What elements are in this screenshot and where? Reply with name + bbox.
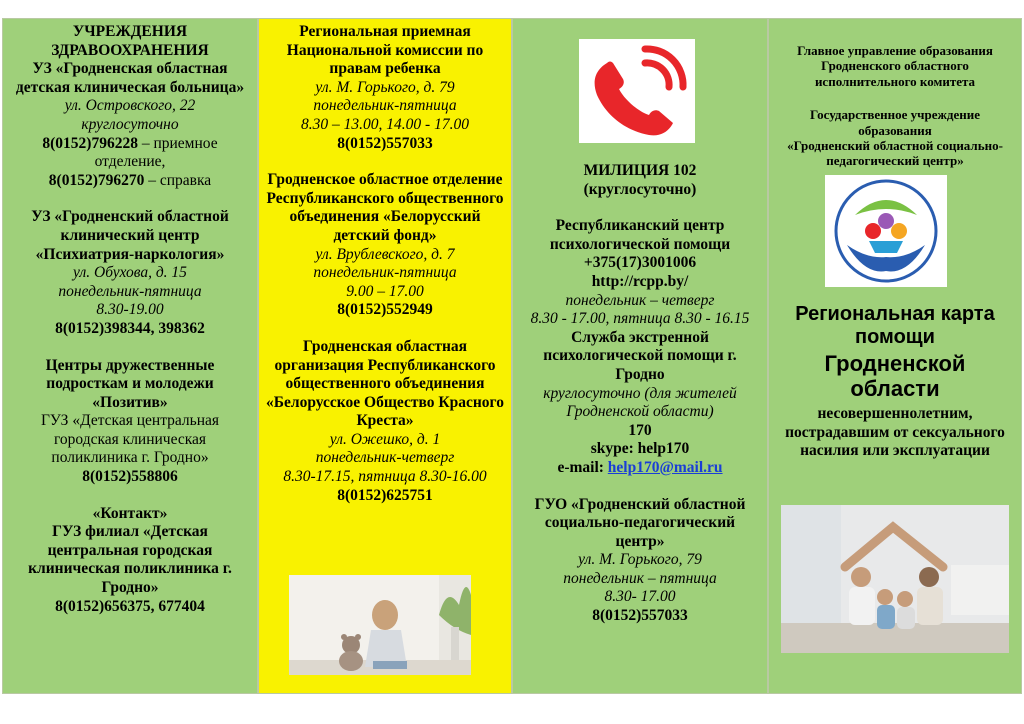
panel-cover (768, 18, 1022, 694)
emergency-name: Служба экстренной психологической помощи г. Гродно (543, 328, 737, 383)
card-title: Региональная карта помощи (795, 303, 995, 348)
panel-health-institutions (2, 18, 258, 694)
org2-address: ул. Обухова, д. 15 (73, 264, 187, 282)
rcpp-phone: +375(17)3001006 (583, 254, 697, 272)
col2-org2-hours: 9.00 – 17.00 (346, 282, 424, 300)
family-illustration (781, 505, 1009, 653)
card-subtitle: несовершеннолетним, пострадавшим от сексуального насилия или эксплуатации (785, 405, 1005, 460)
guo-name: ГУО «Гродненский областной социально-педагогический центр» (534, 495, 746, 550)
org3-name: Центры дружественные подросткам и молодежи «Позитив» (45, 356, 215, 411)
org1-name: УЗ «Гродненская областная детская клиническая больница» (15, 60, 245, 96)
panel-help-services (512, 18, 768, 694)
col2-org3-hours: 8.30-17.15, пятница 8.30-16.00 (283, 468, 487, 486)
rcpp-days: понедельник – четверг (565, 291, 715, 309)
org4-name: «Контакт» (92, 504, 168, 522)
guo-address: ул. М. Горького, 79 (578, 551, 702, 569)
family-under-roof-photo (781, 505, 1009, 653)
col2-org3-name: Гродненская областная организация Республиканского общественного объединения «Белорусское Общество Красного Креста» (266, 337, 504, 430)
phone-icon (579, 39, 695, 143)
col4-title-block (769, 303, 1021, 461)
org3-subname: ГУЗ «Детская центральная городская клиническая поликлиника г. Гродно» (40, 412, 220, 467)
org4-subname: ГУЗ филиал «Детская центральная городская клиническая поликлиника г. Гродно» (28, 523, 232, 597)
guo-phone: 8(0152)557033 (592, 607, 688, 625)
col2-org3-phone: 8(0152)625751 (337, 486, 433, 504)
org1-phone2-note: – справка (144, 171, 212, 189)
org1-phone2-line (3, 172, 257, 191)
col4-issuers (769, 43, 1021, 169)
center-logo-emblem (825, 175, 947, 287)
org2-hours: 8.30-19.00 (96, 301, 164, 319)
card-region: Гродненской области (824, 351, 966, 401)
rcpp-name: Республиканский центр психологической помощи (549, 217, 731, 253)
emergency-email-link[interactable]: help170@mail.ru (607, 458, 723, 476)
issuer-2a: Государственное учреждение образования (809, 107, 980, 138)
org2-name: УЗ «Гродненский областной клинический центр «Психиатрия-наркология» (31, 208, 229, 263)
org1-phone1: 8(0152)796228 (42, 134, 138, 152)
org1-phone1-note: – приемное отделение, (94, 134, 218, 171)
col2-org3-days: понедельник-четверг (315, 449, 455, 467)
phone-handset-icon (579, 39, 695, 143)
emergency-phone: 170 (628, 421, 652, 439)
org1-hours: круглосуточно (81, 115, 179, 133)
emergency-email-label: e-mail: (557, 458, 608, 476)
col1-heading: УЧРЕЖДЕНИЯ ЗДРАВООХРАНЕНИЯ (51, 23, 209, 59)
col2-org2-name: Гродненское областное отделение Республиканского общественного объединения «Белорусский детский фонд» (266, 171, 504, 244)
issuer-1: Главное управление образования Гродненского областного исполнительного комитета (797, 43, 993, 89)
police-number: МИЛИЦИЯ 102 (583, 162, 697, 179)
emergency-email-line (513, 459, 767, 478)
col1-text (3, 23, 257, 616)
col2-org2-phone: 8(0152)552949 (337, 301, 433, 319)
emergency-hours: круглосуточно (для жителей Гродненской области) (543, 384, 737, 421)
col2-org1-hours: 8.30 – 13.00, 14.00 - 17.00 (301, 115, 469, 133)
col2-org2-address: ул. Врублевского, д. 7 (315, 245, 455, 263)
col2-org1-phone: 8(0152)557033 (337, 134, 433, 152)
col2-org3-address: ул. Ожешко, д. 1 (329, 430, 441, 448)
guo-days: понедельник – пятница (563, 569, 717, 587)
col2-org1-days: понедельник-пятница (313, 97, 457, 115)
org2-days: понедельник-пятница (58, 282, 202, 300)
emergency-skype: skype: help170 (590, 440, 690, 458)
center-logo (825, 175, 947, 287)
rcpp-hours: 8.30 - 17.00, пятница 8.30 - 16.15 (530, 310, 750, 328)
panel-regional-organizations (258, 18, 512, 694)
guo-hours: 8.30- 17.00 (604, 588, 676, 606)
col2-org1-address: ул. М. Горького, д. 79 (315, 78, 455, 96)
col2-text (259, 23, 511, 505)
org1-phone1-line (3, 135, 257, 172)
issuer-2b: «Гродненский областной социально-педагогический центр» (787, 138, 1003, 169)
child-with-teddy-photo (289, 575, 471, 675)
org4-phone: 8(0152)656375, 677404 (55, 597, 205, 615)
org1-address: ул. Островского, 22 (64, 97, 196, 115)
org2-phone: 8(0152)398344, 398362 (55, 319, 205, 337)
police-hours: (круглосуточно) (583, 180, 697, 198)
col3-text (513, 162, 767, 626)
org1-phone2: 8(0152)796270 (48, 171, 145, 189)
col2-org1-name: Региональная приемная Национальной комиссии по правам ребенка (286, 23, 484, 78)
child-with-teddy-illustration (289, 575, 471, 675)
org3-phone: 8(0152)558806 (82, 468, 178, 486)
col2-org2-days: понедельник-пятница (313, 264, 457, 282)
rcpp-site[interactable]: http://rcpp.by/ (591, 272, 689, 290)
